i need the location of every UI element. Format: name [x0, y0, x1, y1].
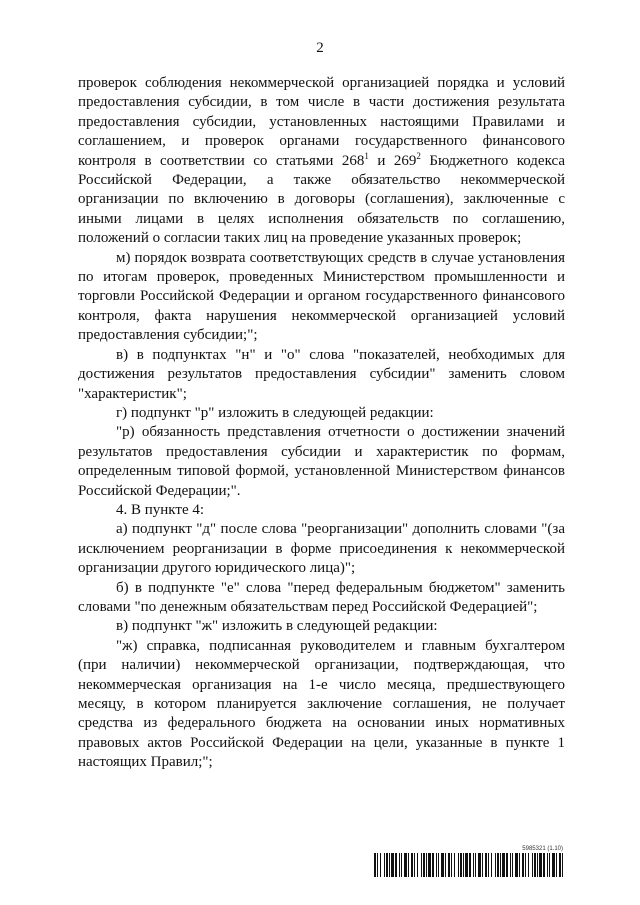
paragraph-7: а) подпункт "д" после слова "реорганизации" дополнить словами "(за исключением реорганизации в форме присоединения к некоммерческой организации другого юридического лица)"; — [78, 521, 565, 577]
paragraph-8: б) в подпункте "е" слова "перед федеральным бюджетом" заменить словами "по денежным обязательствам перед Российской Федерацией"; — [78, 579, 565, 615]
paragraph-10: "ж) справка, подписанная руководителем и главным бухгалтером (при наличии) некоммерческой организации, подтверждающая, что некоммерческая организация на 1-е число месяца, предшествующего месяцу, в котором планируется заключение соглашения, не получает средства из федерального бюджета на основании иных нормативных правовых актов Российской Федерации на цели, указанные в пункте 1 настоящих Правил;"; — [78, 637, 565, 771]
barcode-icon — [374, 853, 564, 877]
paragraph-1-text: проверок соблюдения некоммерческой организацией порядка и условий предоставления субсидии, в том числе в части достижения результата предоставления субсидии, установленных настоящими Правилами и соглашением, и проверок органами государственного финансового контроля в соответствии со статьями 268 — [78, 75, 565, 169]
superscript-1: 1 — [364, 150, 369, 161]
paragraph-4: г) подпункт "р" изложить в следующей редакции: — [116, 404, 434, 421]
paragraph-9: в) подпункт "ж" изложить в следующей редакции: — [116, 618, 438, 635]
paragraph-1 — [78, 74, 565, 249]
paragraph-1-rest: Бюджетного кодекса Российской Федерации, а также обязательство некоммерческой организации по включению в договоры (соглашения), заключенные с иными лицами в целях исполнения обязательств по соглашению, положений о согласии таких лиц на проведение указанных проверок; — [78, 152, 566, 247]
paragraph-2: м) порядок возврата соответствующих средств в случае установления по итогам проверок, проведенных Министерством промышленности и торговли Российской Федерации и органом государственного финансового контроля, факта нарушения некоммерческой организацией условий предоставления субсидии;"; — [78, 249, 565, 344]
paragraph-5: "р) обязанность представления отчетности о достижении значений результатов предоставления субсидии и характеристик по формам, определенным типовой формой, установленной Министерством финансов Российской Федерации;". — [78, 424, 565, 499]
paragraph-3: в) в подпунктах "н" и "о" слова "показателей, необходимых для достижения результатов предоставления субсидии" заменить словом "характеристик"; — [78, 346, 565, 402]
paragraph-1-mid: и 269 — [368, 152, 417, 169]
barcode-label: 5985321 (1.10) — [522, 846, 563, 852]
superscript-2: 2 — [416, 150, 421, 161]
paragraph-6: 4. В пункте 4: — [116, 501, 205, 518]
document-body — [78, 74, 565, 773]
page-number: 2 — [316, 40, 324, 56]
